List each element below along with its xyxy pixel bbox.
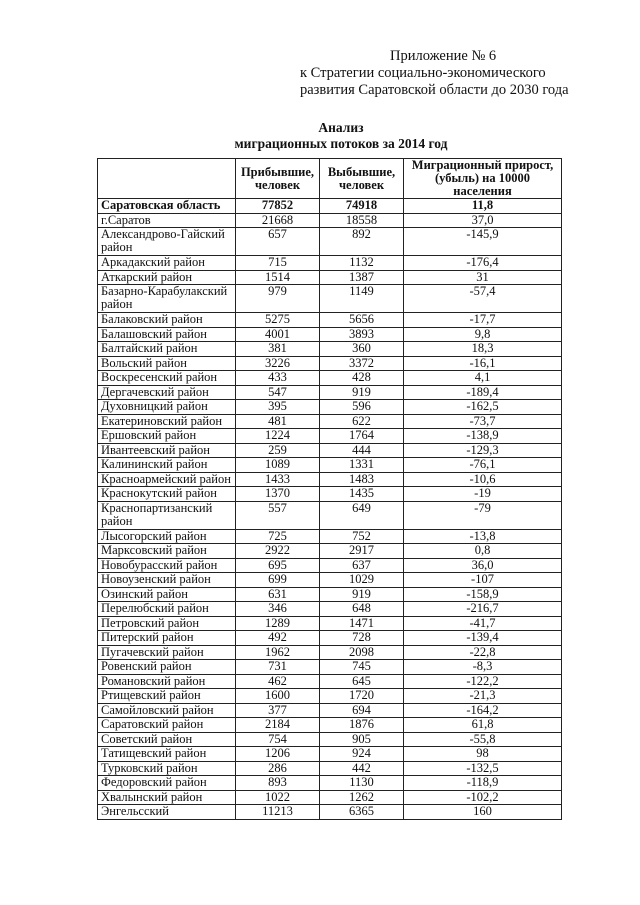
departed-cell: 905 (320, 732, 404, 747)
table-row (98, 544, 562, 559)
departed-cell: 428 (320, 371, 404, 386)
migration-growth-cell: -107 (404, 573, 562, 588)
arrived-cell: 1433 (236, 472, 320, 487)
region-name-cell: г.Саратов (98, 213, 236, 228)
table-row (98, 443, 562, 458)
arrived-cell: 1089 (236, 458, 320, 473)
region-name-cell: Краснопартизанский район (98, 501, 236, 529)
column-header: Прибывшие, человек (236, 159, 320, 199)
departed-cell: 622 (320, 414, 404, 429)
table-row (98, 645, 562, 660)
region-name-cell: Питерский район (98, 631, 236, 646)
region-name-cell: Марксовский район (98, 544, 236, 559)
departed-cell: 728 (320, 631, 404, 646)
table-row (98, 270, 562, 285)
migration-growth-cell: 18,3 (404, 342, 562, 357)
region-name-cell: Балашовский район (98, 327, 236, 342)
region-name-cell: Духовницкий район (98, 400, 236, 415)
region-name-cell: Татищевский район (98, 747, 236, 762)
region-name-cell: Екатериновский район (98, 414, 236, 429)
region-name-cell: Озинский район (98, 587, 236, 602)
migration-growth-cell: -139,4 (404, 631, 562, 646)
table-row (98, 573, 562, 588)
region-name-cell: Саратовский район (98, 718, 236, 733)
table-row (98, 761, 562, 776)
region-name-cell: Самойловский район (98, 703, 236, 718)
departed-cell: 1764 (320, 429, 404, 444)
document-subtitle: миграционных потоков за 2014 год (234, 136, 448, 151)
departed-cell: 2917 (320, 544, 404, 559)
arrived-cell: 893 (236, 776, 320, 791)
table-row (98, 285, 562, 313)
table-row (98, 385, 562, 400)
departed-cell: 596 (320, 400, 404, 415)
migration-growth-cell: -16,1 (404, 356, 562, 371)
migration-growth-cell: 31 (404, 270, 562, 285)
region-name-cell: Лысогорский район (98, 529, 236, 544)
region-name-cell: Ртищевский район (98, 689, 236, 704)
migration-growth-cell: 9,8 (404, 327, 562, 342)
migration-growth-cell: -8,3 (404, 660, 562, 675)
arrived-cell: 631 (236, 587, 320, 602)
migration-growth-cell: -129,3 (404, 443, 562, 458)
region-name-cell: Александрово-Гайский район (98, 228, 236, 256)
arrived-cell: 1600 (236, 689, 320, 704)
region-name-cell: Балаковский район (98, 313, 236, 328)
arrived-cell: 1514 (236, 270, 320, 285)
arrived-cell: 346 (236, 602, 320, 617)
migration-growth-cell: -73,7 (404, 414, 562, 429)
arrived-cell: 1370 (236, 487, 320, 502)
table-row (98, 256, 562, 271)
table-header-row (98, 159, 562, 199)
table-row-total (98, 199, 562, 214)
arrived-cell: 979 (236, 285, 320, 313)
migration-growth-cell: -10,6 (404, 472, 562, 487)
departed-cell: 442 (320, 761, 404, 776)
region-name-cell: Калининский район (98, 458, 236, 473)
arrived-cell: 481 (236, 414, 320, 429)
departed-cell: 919 (320, 587, 404, 602)
migration-growth-cell: 36,0 (404, 558, 562, 573)
arrived-cell: 21668 (236, 213, 320, 228)
region-name-cell: Красноармейский район (98, 472, 236, 487)
table-row (98, 587, 562, 602)
migration-growth-cell: -79 (404, 501, 562, 529)
migration-growth-cell: -164,2 (404, 703, 562, 718)
arrived-cell: 1206 (236, 747, 320, 762)
migration-growth-cell: -21,3 (404, 689, 562, 704)
region-name-cell: Федоровский район (98, 776, 236, 791)
arrived-cell: 695 (236, 558, 320, 573)
arrived-cell: 3226 (236, 356, 320, 371)
column-header (98, 159, 236, 199)
region-name-cell: Советский район (98, 732, 236, 747)
table-row (98, 342, 562, 357)
departed-cell: 1471 (320, 616, 404, 631)
table-row (98, 732, 562, 747)
region-name-cell: Перелюбский район (98, 602, 236, 617)
region-name-cell: Саратовская область (98, 199, 236, 214)
departed-cell: 1435 (320, 487, 404, 502)
table-row (98, 631, 562, 646)
arrived-cell: 11213 (236, 805, 320, 820)
migration-growth-cell: -22,8 (404, 645, 562, 660)
table-row (98, 616, 562, 631)
migration-growth-cell: -158,9 (404, 587, 562, 602)
arrived-cell: 5275 (236, 313, 320, 328)
region-name-cell: Романовский район (98, 674, 236, 689)
arrived-cell: 725 (236, 529, 320, 544)
arrived-cell: 377 (236, 703, 320, 718)
table-row (98, 703, 562, 718)
region-name-cell: Воскресенский район (98, 371, 236, 386)
departed-cell: 18558 (320, 213, 404, 228)
table-row (98, 313, 562, 328)
migration-growth-cell: 61,8 (404, 718, 562, 733)
column-header: Выбывшие, человек (320, 159, 404, 199)
region-name-cell: Пугачевский район (98, 645, 236, 660)
departed-cell: 1262 (320, 790, 404, 805)
departed-cell: 649 (320, 501, 404, 529)
document-title: Анализ (318, 120, 364, 135)
migration-growth-cell: -189,4 (404, 385, 562, 400)
departed-cell: 1130 (320, 776, 404, 791)
departed-cell: 74918 (320, 199, 404, 214)
departed-cell: 745 (320, 660, 404, 675)
table-row (98, 790, 562, 805)
table-row (98, 660, 562, 675)
migration-growth-cell: -76,1 (404, 458, 562, 473)
arrived-cell: 381 (236, 342, 320, 357)
table-row (98, 472, 562, 487)
migration-growth-cell: 160 (404, 805, 562, 820)
migration-growth-cell: -138,9 (404, 429, 562, 444)
table-row (98, 429, 562, 444)
departed-cell: 919 (320, 385, 404, 400)
departed-cell: 924 (320, 747, 404, 762)
table-row (98, 400, 562, 415)
migration-growth-cell: 0,8 (404, 544, 562, 559)
departed-cell: 3372 (320, 356, 404, 371)
arrived-cell: 557 (236, 501, 320, 529)
arrived-cell: 77852 (236, 199, 320, 214)
table-row (98, 529, 562, 544)
region-name-cell: Новоузенский район (98, 573, 236, 588)
departed-cell: 1720 (320, 689, 404, 704)
arrived-cell: 1022 (236, 790, 320, 805)
table-row (98, 747, 562, 762)
region-name-cell: Ивантеевский район (98, 443, 236, 458)
arrived-cell: 2922 (236, 544, 320, 559)
departed-cell: 1331 (320, 458, 404, 473)
region-name-cell: Турковский район (98, 761, 236, 776)
migration-growth-cell: 11,8 (404, 199, 562, 214)
migration-growth-cell: -41,7 (404, 616, 562, 631)
arrived-cell: 715 (236, 256, 320, 271)
table-row (98, 558, 562, 573)
table-row (98, 776, 562, 791)
region-name-cell: Ровенский район (98, 660, 236, 675)
migration-growth-cell: 98 (404, 747, 562, 762)
region-name-cell: Балтайский район (98, 342, 236, 357)
departed-cell: 6365 (320, 805, 404, 820)
arrived-cell: 4001 (236, 327, 320, 342)
departed-cell: 1149 (320, 285, 404, 313)
region-name-cell: Краснокутский район (98, 487, 236, 502)
appendix-line-2: к Стратегии социально-экономического (300, 65, 546, 81)
departed-cell: 1132 (320, 256, 404, 271)
table-row (98, 213, 562, 228)
table-row (98, 501, 562, 529)
region-name-cell: Вольский район (98, 356, 236, 371)
arrived-cell: 1224 (236, 429, 320, 444)
migration-growth-cell: -102,2 (404, 790, 562, 805)
table-row (98, 228, 562, 256)
departed-cell: 637 (320, 558, 404, 573)
migration-growth-cell: -55,8 (404, 732, 562, 747)
departed-cell: 1029 (320, 573, 404, 588)
migration-growth-cell: -19 (404, 487, 562, 502)
arrived-cell: 1289 (236, 616, 320, 631)
departed-cell: 648 (320, 602, 404, 617)
migration-growth-cell: -216,7 (404, 602, 562, 617)
departed-cell: 5656 (320, 313, 404, 328)
departed-cell: 694 (320, 703, 404, 718)
arrived-cell: 657 (236, 228, 320, 256)
arrived-cell: 395 (236, 400, 320, 415)
table-row (98, 805, 562, 820)
table-body (98, 199, 562, 820)
migration-growth-cell: -162,5 (404, 400, 562, 415)
migration-growth-cell: 4,1 (404, 371, 562, 386)
arrived-cell: 699 (236, 573, 320, 588)
migration-growth-cell: -176,4 (404, 256, 562, 271)
migration-growth-cell: -118,9 (404, 776, 562, 791)
table-row (98, 487, 562, 502)
departed-cell: 1876 (320, 718, 404, 733)
arrived-cell: 1962 (236, 645, 320, 660)
departed-cell: 892 (320, 228, 404, 256)
arrived-cell: 2184 (236, 718, 320, 733)
departed-cell: 1483 (320, 472, 404, 487)
arrived-cell: 492 (236, 631, 320, 646)
arrived-cell: 286 (236, 761, 320, 776)
region-name-cell: Ершовский район (98, 429, 236, 444)
migration-growth-cell: 37,0 (404, 213, 562, 228)
region-name-cell: Аркадакский район (98, 256, 236, 271)
arrived-cell: 433 (236, 371, 320, 386)
migration-table (97, 158, 562, 820)
region-name-cell: Базарно-Карабулакский район (98, 285, 236, 313)
arrived-cell: 547 (236, 385, 320, 400)
departed-cell: 444 (320, 443, 404, 458)
table-row (98, 414, 562, 429)
departed-cell: 645 (320, 674, 404, 689)
departed-cell: 752 (320, 529, 404, 544)
table-row (98, 371, 562, 386)
migration-growth-cell: -122,2 (404, 674, 562, 689)
table-row (98, 602, 562, 617)
departed-cell: 1387 (320, 270, 404, 285)
arrived-cell: 259 (236, 443, 320, 458)
region-name-cell: Энгельсский (98, 805, 236, 820)
migration-growth-cell: -145,9 (404, 228, 562, 256)
region-name-cell: Петровский район (98, 616, 236, 631)
region-name-cell: Дергачевский район (98, 385, 236, 400)
migration-growth-cell: -57,4 (404, 285, 562, 313)
column-header: Миграционный прирост, (убыль) на 10000 населения (404, 159, 562, 199)
region-name-cell: Аткарский район (98, 270, 236, 285)
table-row (98, 458, 562, 473)
arrived-cell: 731 (236, 660, 320, 675)
appendix-line-3: развития Саратовской области до 2030 года (300, 82, 569, 98)
appendix-header (300, 48, 630, 99)
migration-growth-cell: -17,7 (404, 313, 562, 328)
region-name-cell: Хвалынский район (98, 790, 236, 805)
table-row (98, 718, 562, 733)
migration-growth-cell: -13,8 (404, 529, 562, 544)
region-name-cell: Новобурасский район (98, 558, 236, 573)
migration-growth-cell: -132,5 (404, 761, 562, 776)
departed-cell: 2098 (320, 645, 404, 660)
table-row (98, 689, 562, 704)
departed-cell: 3893 (320, 327, 404, 342)
table-row (98, 356, 562, 371)
departed-cell: 360 (320, 342, 404, 357)
table-row (98, 327, 562, 342)
arrived-cell: 754 (236, 732, 320, 747)
appendix-line-1: Приложение № 6 (390, 48, 497, 64)
arrived-cell: 462 (236, 674, 320, 689)
table-row (98, 674, 562, 689)
